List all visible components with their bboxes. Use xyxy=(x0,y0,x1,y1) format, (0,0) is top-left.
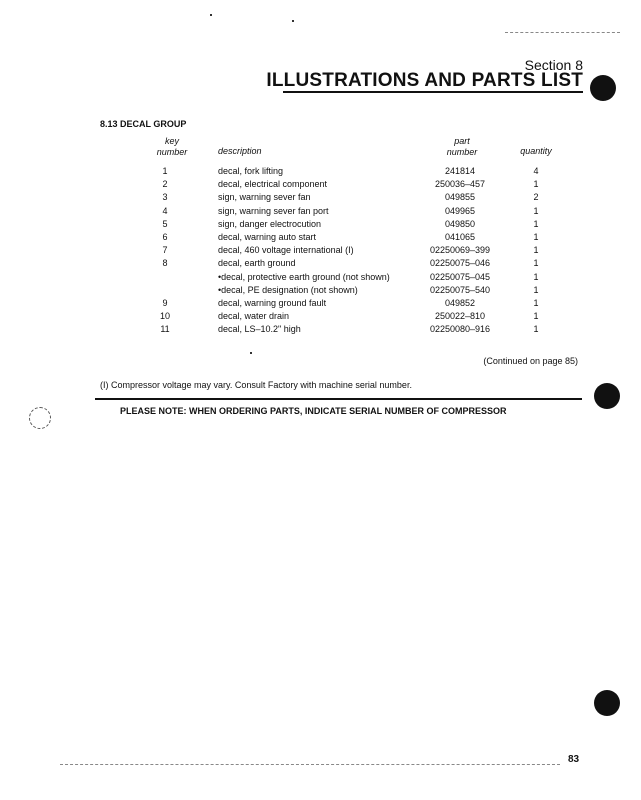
punch-ring-mark xyxy=(29,407,51,429)
table-row xyxy=(100,271,580,284)
description-cell: decal, water drain xyxy=(218,311,290,322)
key-number-cell: 7 xyxy=(162,245,168,256)
scan-edge-mark-top xyxy=(505,32,620,33)
description-cell: decal, warning auto start xyxy=(218,231,317,242)
column-header-part-line2: number xyxy=(446,147,478,157)
scan-speck xyxy=(250,352,252,354)
page-number: 83 xyxy=(568,754,580,765)
part-number-cell: 241814 xyxy=(444,166,476,176)
part-number-cell: 049852 xyxy=(444,297,476,308)
table-row xyxy=(100,323,580,336)
table-row xyxy=(100,218,580,231)
table-row xyxy=(100,231,580,244)
key-number-cell: 9 xyxy=(162,297,168,308)
part-number-cell: 049965 xyxy=(444,205,476,216)
table-row xyxy=(100,191,580,204)
description-cell: sign, warning sever fan port xyxy=(218,205,329,216)
part-number-cell: 041065 xyxy=(444,231,476,242)
table-row xyxy=(100,165,580,178)
key-number-cell: 4 xyxy=(162,205,168,216)
column-header-description: description xyxy=(218,146,262,156)
table-row xyxy=(100,257,580,270)
column-header-key-number xyxy=(150,136,194,158)
footnote: (I) Compressor voltage may vary. Consult Factory with machine serial number. xyxy=(100,380,412,390)
column-header-part-line1: part xyxy=(454,136,470,146)
description-cell: decal, earth ground xyxy=(218,258,296,269)
group-title: 8.13 DECAL GROUP xyxy=(100,119,187,129)
scan-speck xyxy=(292,20,294,22)
column-header-part-number xyxy=(428,136,496,158)
quantity-cell: 1 xyxy=(533,205,539,216)
quantity-cell: 1 xyxy=(533,324,539,335)
column-header-key-line2: number xyxy=(156,147,188,157)
notice-divider xyxy=(95,398,582,400)
part-number-cell: 250036–457 xyxy=(434,179,486,190)
key-number-cell: 6 xyxy=(162,231,168,242)
table-row xyxy=(100,178,580,191)
description-cell: decal, fork lifting xyxy=(218,166,284,176)
description-cell: sign, danger electrocution xyxy=(218,218,322,229)
quantity-cell: 1 xyxy=(533,311,539,322)
quantity-cell: 1 xyxy=(533,297,539,308)
quantity-cell: 1 xyxy=(533,245,539,256)
table-row xyxy=(100,310,580,323)
part-number-cell: 049850 xyxy=(444,218,476,229)
key-number-cell: 11 xyxy=(160,324,170,335)
quantity-cell: 1 xyxy=(533,231,539,242)
part-number-cell: 02250075–540 xyxy=(429,284,491,295)
description-cell: decal, LS–10.2" high xyxy=(218,324,301,335)
key-number-cell: 5 xyxy=(162,218,168,229)
quantity-cell: 1 xyxy=(533,218,539,229)
parts-table xyxy=(100,165,580,336)
quantity-cell: 1 xyxy=(533,271,539,282)
binder-hole-middle xyxy=(594,383,620,409)
description-cell: •decal, protective earth ground (not shown) xyxy=(218,271,390,282)
part-number-cell: 02250075–045 xyxy=(429,271,491,282)
part-number-cell: 02250080–916 xyxy=(429,324,491,335)
section-label: Section 8 xyxy=(524,57,583,73)
description-cell: decal, warning ground fault xyxy=(218,297,327,308)
description-cell: sign, warning sever fan xyxy=(218,192,311,203)
part-number-cell: 02250069–399 xyxy=(429,245,491,256)
key-number-cell: 10 xyxy=(159,311,170,322)
part-number-cell: 049855 xyxy=(444,192,476,203)
binder-hole-bottom xyxy=(594,690,620,716)
table-row xyxy=(100,284,580,297)
description-cell: decal, electrical component xyxy=(218,179,328,190)
table-row xyxy=(100,244,580,257)
description-cell: •decal, PE designation (not shown) xyxy=(218,284,358,295)
part-number-cell: 02250075–046 xyxy=(429,258,491,269)
key-number-cell: 1 xyxy=(162,166,168,176)
description-cell: decal, 460 voltage international (I) xyxy=(218,245,354,256)
column-header-quantity: quantity xyxy=(520,146,552,156)
column-header-key-line1: key xyxy=(164,136,179,146)
key-number-cell: 8 xyxy=(162,258,168,269)
quantity-cell: 1 xyxy=(533,284,539,295)
key-number-cell: 3 xyxy=(162,192,168,203)
key-number-cell: 2 xyxy=(162,179,168,190)
title-underline xyxy=(283,91,583,93)
page-title: ILLUSTRATIONS AND PARTS LIST xyxy=(266,70,583,91)
scan-edge-mark-bottom xyxy=(60,764,560,765)
ordering-notice: PLEASE NOTE: WHEN ORDERING PARTS, INDICATE SERIAL NUMBER OF COMPRESSOR xyxy=(120,406,507,416)
scan-speck xyxy=(210,14,212,16)
quantity-cell: 1 xyxy=(533,258,539,269)
part-number-cell: 250022–810 xyxy=(434,311,486,322)
continued-note: (Continued on page 85) xyxy=(483,356,578,366)
quantity-cell: 1 xyxy=(533,179,539,190)
quantity-cell: 2 xyxy=(533,192,539,203)
table-row xyxy=(100,297,580,310)
binder-hole-top xyxy=(590,75,616,101)
quantity-cell: 4 xyxy=(533,166,539,176)
table-row xyxy=(100,205,580,218)
